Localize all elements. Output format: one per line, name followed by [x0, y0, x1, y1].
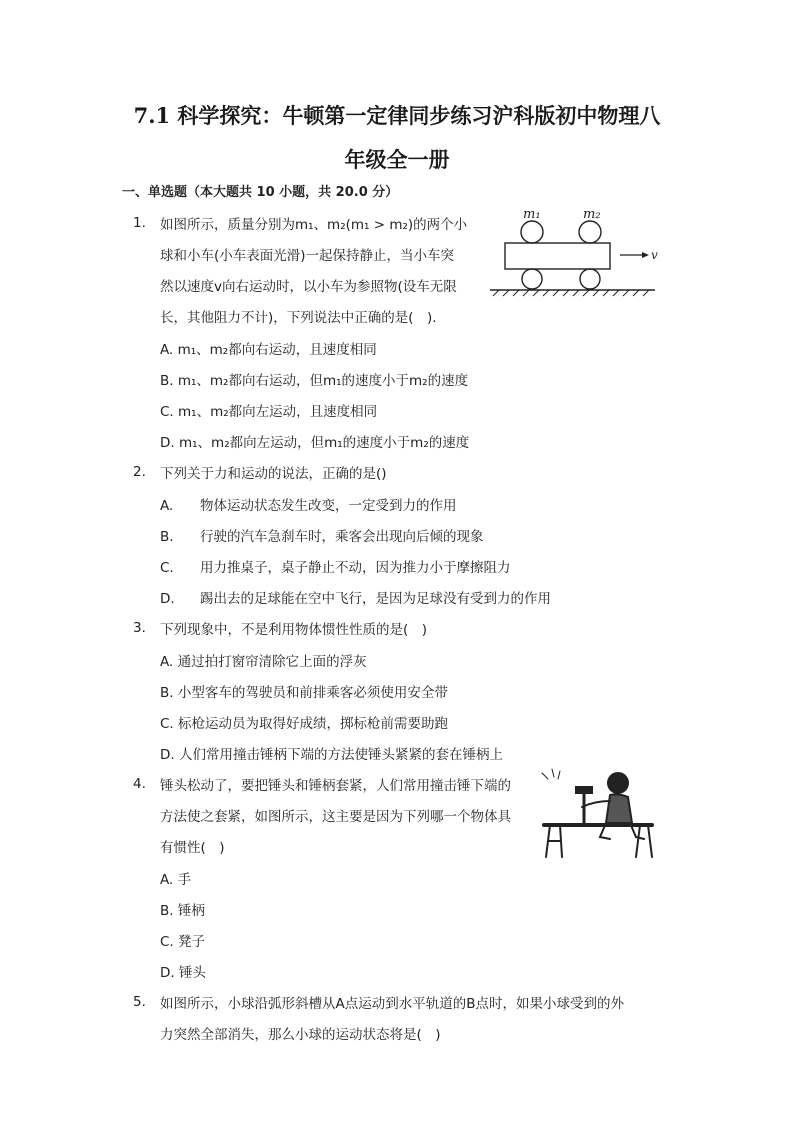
- ground-hatching: [493, 290, 649, 296]
- question-1-option-d: D. m₁、m₂都向左运动，但m₁的速度小于m₂的速度: [160, 435, 470, 451]
- ball-m2: [579, 221, 601, 243]
- page-title-line-1: 7.1 科学探究：牛顿第一定律同步练习沪科版初中物理八: [133, 103, 661, 128]
- question-3-option-c: C. 标枪运动员为取得好成绩，掷标枪前需要助跑: [160, 716, 449, 732]
- question-1-line-1: 如图所示，质量分别为m₁、m₂(m₁ > m₂)的两个小: [160, 217, 468, 233]
- option-text: 用力推桌子，桌子静止不动，因为推力小于摩擦阻力: [200, 560, 511, 576]
- question-2-option-d: [160, 587, 551, 607]
- label-v: v: [651, 248, 658, 262]
- question-4-option-b: B. 锤柄: [160, 903, 205, 919]
- cart-balls-figure: [485, 205, 660, 300]
- question-1-number: 1.: [133, 215, 146, 231]
- question-2-option-c: [160, 556, 511, 576]
- question-5-line-2: 力突然全部消失，那么小球的运动状态将是( ): [160, 1027, 441, 1043]
- question-3-number: 3.: [133, 620, 146, 636]
- question-3-option-d: D. 人们常用撞击锤柄下端的方法使锤头紧紧的套在锤柄上: [160, 747, 503, 763]
- label-m2: m₂: [583, 207, 601, 222]
- question-1-line-2: 球和小车(小车表面光滑)一起保持静止，当小车突: [160, 248, 455, 264]
- question-4-option-c: C. 凳子: [160, 934, 206, 950]
- option-letter: B.: [160, 529, 174, 545]
- question-4-line-3: 有惯性( ): [160, 840, 225, 856]
- question-1-line-3: 然以速度v向右运动时，以小车为参照物(设车无限: [160, 279, 457, 295]
- option-letter: C.: [160, 560, 174, 576]
- question-4-number: 4.: [133, 776, 146, 792]
- option-text: 物体运动状态发生改变，一定受到力的作用: [200, 498, 457, 514]
- hammer-figure: [540, 765, 660, 860]
- option-text: 行驶的汽车急刹车时，乘客会出现向后倾的现象: [200, 529, 484, 545]
- question-4-option-d: D. 锤头: [160, 965, 206, 981]
- question-5-number: 5.: [133, 994, 146, 1010]
- question-2-stem: 下列关于力和运动的说法，正确的是(): [160, 466, 387, 482]
- question-2-number: 2.: [133, 464, 146, 480]
- question-4-line-1: 锤头松动了，要把锤头和锤柄套紧，人们常用撞击锤下端的: [160, 778, 511, 794]
- cart-body: [505, 243, 610, 269]
- question-2-option-b: [160, 525, 484, 545]
- question-4-line-2: 方法使之套紧，如图所示，这主要是因为下列哪一个物体具: [160, 809, 511, 825]
- question-3-stem: 下列现象中，不是利用物体惯性性质的是( ): [160, 622, 428, 638]
- page-title-line-2: 年级全一册: [344, 147, 450, 172]
- question-3-option-b: B. 小型客车的驾驶员和前排乘客必须使用安全带: [160, 685, 448, 701]
- section-heading: 一、单选题（本大题共 10 小题，共 20.0 分）: [122, 185, 399, 200]
- cart-wheel-left: [522, 269, 542, 289]
- cart-wheel-right: [580, 269, 600, 289]
- label-m1: m₁: [523, 207, 541, 222]
- velocity-arrowhead: [642, 252, 649, 258]
- question-1-option-b: B. m₁、m₂都向右运动，但m₁的速度小于m₂的速度: [160, 373, 469, 389]
- ball-m1: [521, 221, 543, 243]
- question-3-option-a: A. 通过拍打窗帘清除它上面的浮灰: [160, 654, 367, 670]
- question-2-option-a: [160, 494, 457, 514]
- question-1-line-4: 长，其他阻力不计)，下列说法中正确的是( ).: [160, 310, 437, 326]
- question-1-option-c: C. m₁、m₂都向左运动，且速度相同: [160, 404, 378, 420]
- option-text: 踢出去的足球能在空中飞行，是因为足球没有受到力的作用: [200, 591, 551, 607]
- option-letter: A.: [160, 498, 174, 514]
- question-5-line-1: 如图所示，小球沿弧形斜槽从A点运动到水平轨道的B点时，如果小球受到的外: [160, 996, 624, 1012]
- question-1-option-a: A. m₁、m₂都向右运动，且速度相同: [160, 342, 377, 358]
- option-letter: D.: [160, 591, 175, 607]
- question-4-option-a: A. 手: [160, 872, 192, 888]
